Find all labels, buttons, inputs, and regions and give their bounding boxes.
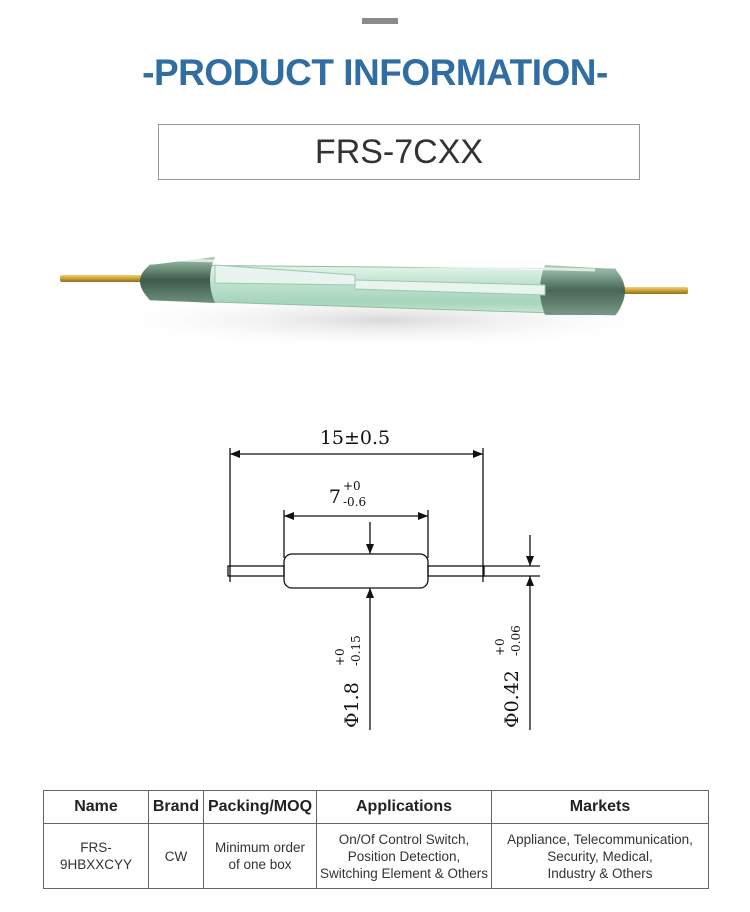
dimension-drawing (200, 410, 560, 750)
glass-diameter-label: Φ1.8 (341, 682, 363, 728)
cell-name: FRS-9HBXXCYY (44, 824, 149, 889)
cell-applications (317, 824, 492, 889)
glass-length-tol-lower: -0.6 (343, 495, 367, 509)
glass-length-label: 7 (328, 486, 341, 508)
column-header-brand: Brand (149, 791, 204, 824)
table-row (44, 824, 709, 889)
column-header-name: Name (44, 791, 149, 824)
cell-packing (204, 824, 317, 889)
total-length-label: 15±0.5 (319, 427, 391, 449)
markets-line: Security, Medical, (547, 848, 653, 864)
packing-line: of one box (228, 857, 292, 872)
cell-brand: CW (149, 824, 204, 889)
lead-diameter-label: Φ0.42 (501, 670, 523, 728)
applications-line: On/Of Control Switch, (338, 831, 470, 847)
column-header-packing: Packing/MOQ (204, 791, 317, 824)
applications-line: Position Detection, (347, 848, 461, 864)
product-specs-table (43, 790, 709, 889)
glass-diameter-tol-upper: +0 (333, 648, 347, 666)
product-photo (55, 225, 700, 375)
markets-line: Appliance, Telecommunication, (507, 831, 693, 847)
column-header-applications: Applications (317, 791, 492, 824)
column-header-markets: Markets (492, 791, 709, 824)
decorative-bar (362, 18, 398, 24)
section-title: -PRODUCT INFORMATION- (142, 52, 608, 93)
markets-line: Industry & Others (547, 865, 653, 881)
glass-diameter-tol-lower: -0.15 (349, 635, 363, 666)
lead-diameter-tol-upper: +0 (493, 638, 507, 656)
glass-length-tol-upper: +0 (343, 479, 361, 493)
applications-line: Switching Element & Others (319, 865, 489, 881)
packing-line: Minimum order (214, 840, 306, 855)
table-header-row (44, 791, 709, 824)
model-name: FRS-7CXX (158, 124, 640, 180)
lead-diameter-tol-lower: -0.06 (509, 625, 523, 656)
cell-markets (492, 824, 709, 889)
